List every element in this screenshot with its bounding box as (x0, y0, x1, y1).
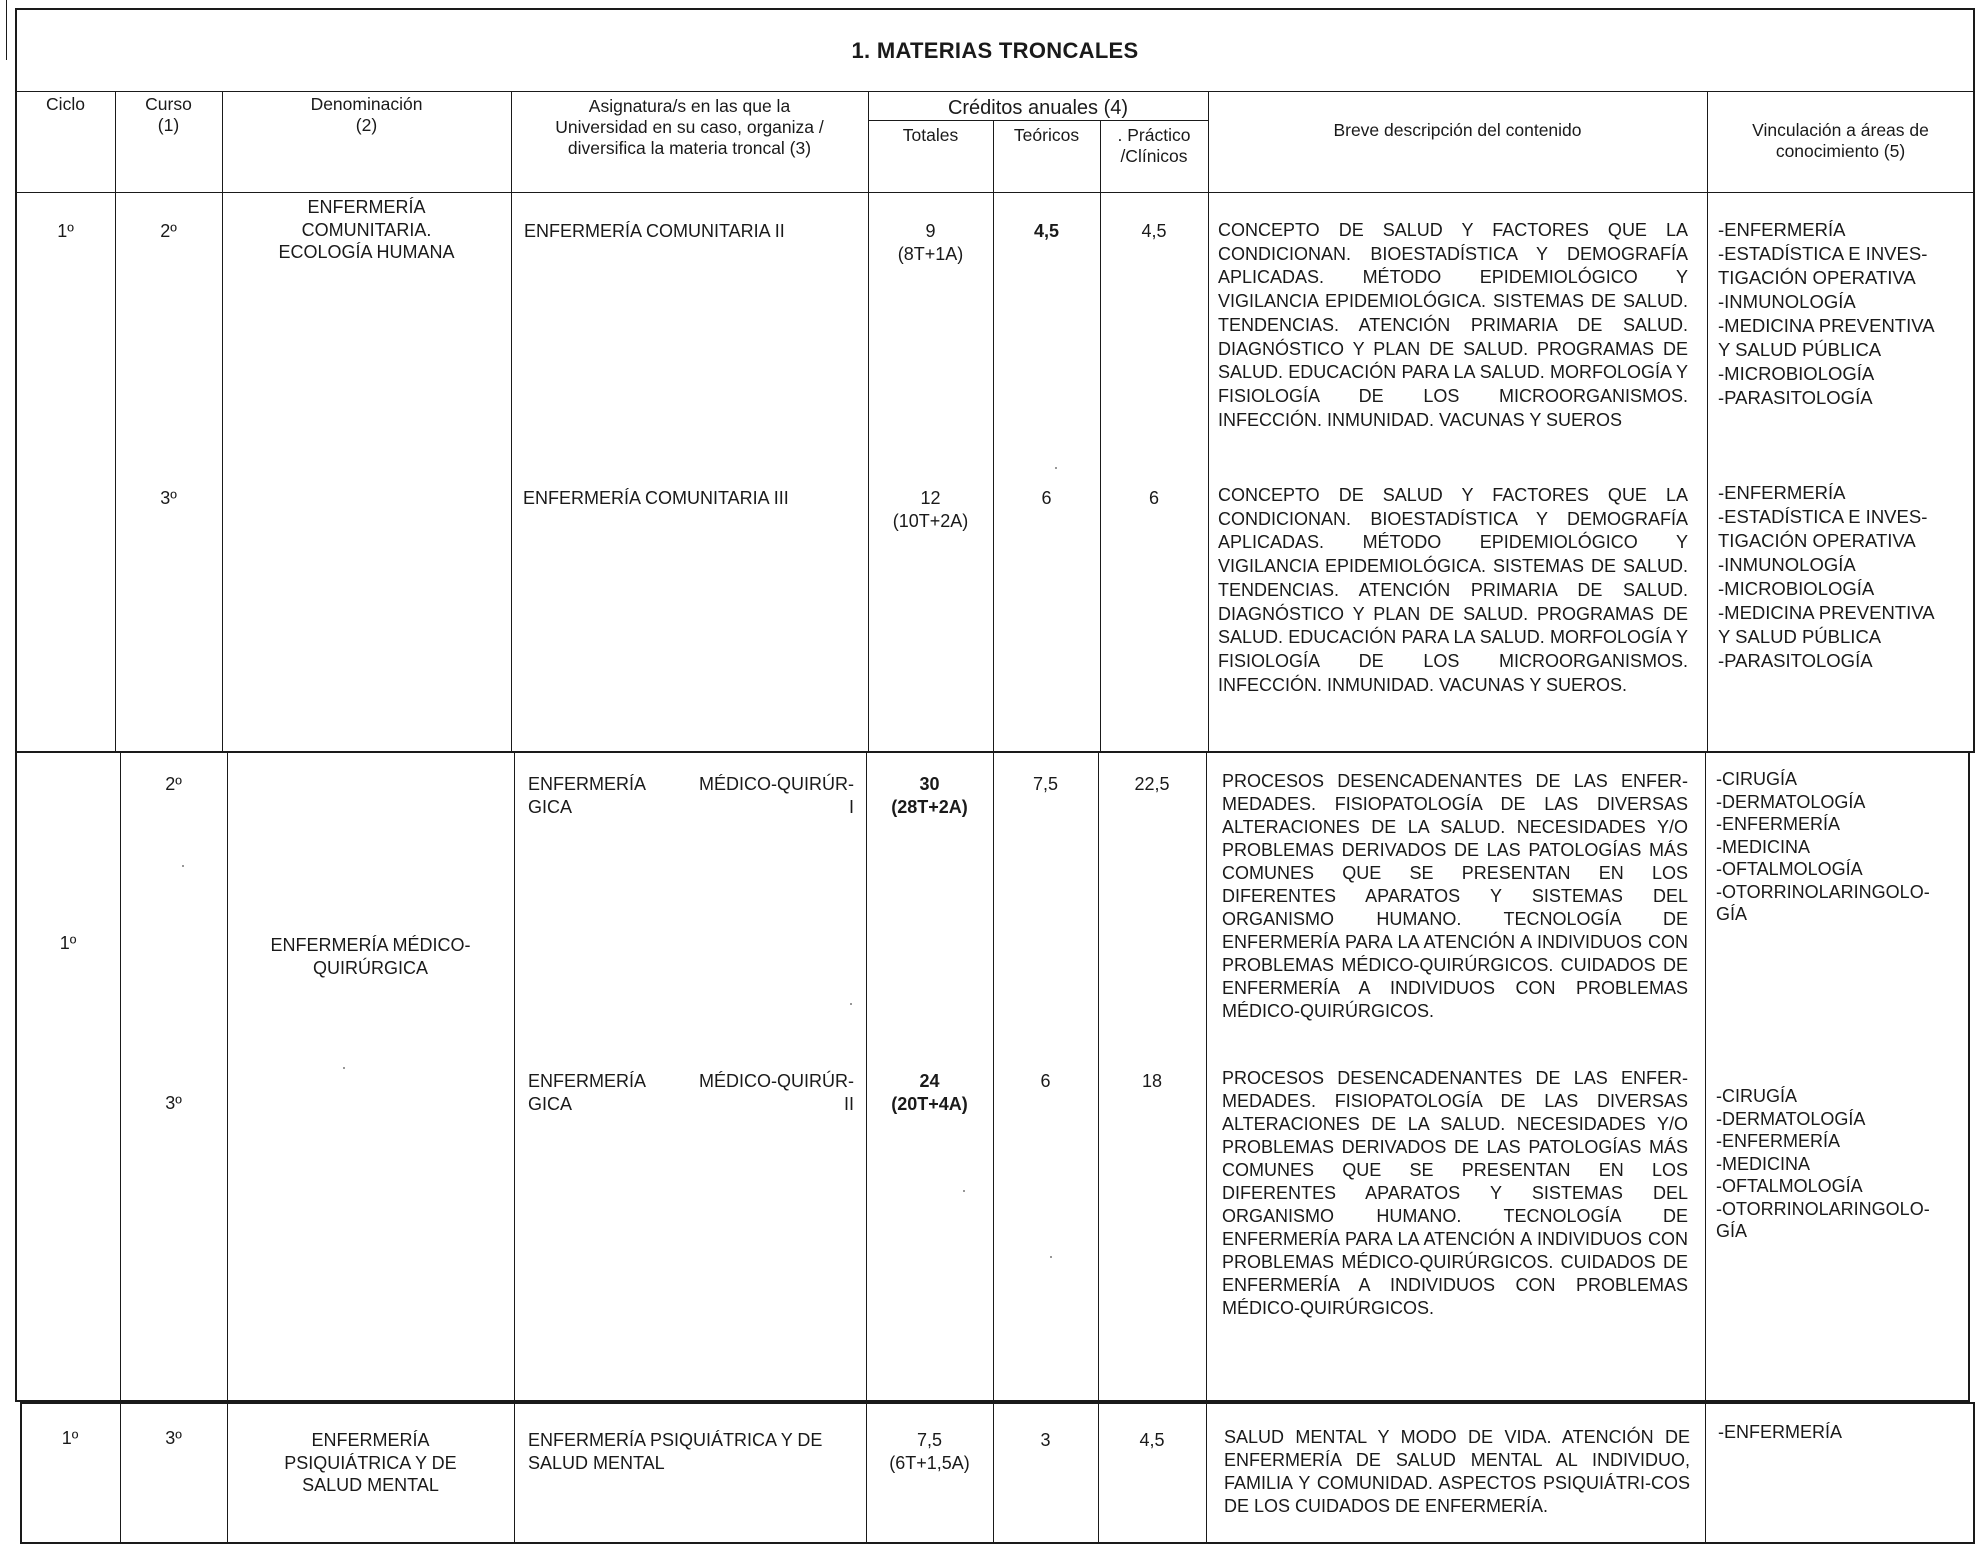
row-1-teoricos: 4,5 (1033, 221, 1060, 241)
row-5-descripcion: SALUD MENTAL Y MODO DE VIDA. ATENCIÓN DE ENFERMERÍA DE SALUD MENTAL AL INDIVIDUO, FAMILIA Y COMUNIDAD. ASPECTOS PSIQUIÁTRI-COS DE LOS CUIDADOS DE ENFERMERÍA. (1224, 1427, 1690, 1516)
header-teoricos: Teóricos (1013, 125, 1080, 145)
scan-speck (963, 1190, 965, 1192)
header-denominacion: Denominación (2) (310, 94, 423, 135)
col-rule-descripcion (1707, 91, 1708, 753)
row-2-practicos: 6 (1148, 488, 1159, 508)
col-rule-teoricos (1100, 120, 1101, 753)
section-2-denominacion: ENFERMERÍA MÉDICO- QUIRÚRGICA (270, 935, 471, 978)
creditos-subheader-divider (868, 120, 1208, 121)
row-1-totales: 9 (8T+1A) (897, 221, 964, 264)
row-2-teoricos: 6 (1041, 488, 1052, 508)
row-2-vinculacion: -ENFERMERÍA -ESTADÍSTICA E INVES- TIGACIÓN OPERATIVA -INMUNOLOGÍA -MICROBIOLOGÍA -MEDICINA PREVENTIVA Y SALUD PÚBLICA -PARASITOLOGÍA (1718, 482, 1935, 671)
row-3-asignatura: ENFERMERÍA MÉDICO-QUIRÚR- GICA I (528, 774, 854, 817)
row-3-vinculacion: -CIRUGÍA -DERMATOLOGÍA -ENFERMERÍA -MEDICINA -OFTALMOLOGÍA -OTORRINOLARINGOLO- GÍA (1716, 769, 1930, 924)
scan-speck (182, 865, 184, 867)
row-4-teoricos: 6 (1040, 1071, 1051, 1091)
row-5-asignatura: ENFERMERÍA PSIQUIÁTRICA Y DE SALUD MENTAL (528, 1430, 823, 1473)
col-rule-denominacion-s3 (514, 1402, 515, 1544)
header-practicos: . Práctico /Clínicos (1117, 125, 1191, 166)
row-4-practicos: 18 (1141, 1071, 1163, 1091)
col-rule-descripcion-s2 (1705, 753, 1706, 1402)
col-rule-totales (993, 120, 994, 753)
col-rule-practicos-s3 (1206, 1402, 1207, 1544)
header-descripcion: Breve descripción del contenido (1333, 120, 1582, 140)
row-5-curso: 3º (165, 1428, 182, 1448)
page-title: 1. MATERIAS TRONCALES (851, 38, 1139, 63)
title-divider (16, 91, 1974, 92)
col-rule-denominacion-s2 (514, 753, 515, 1402)
row-4-vinculacion: -CIRUGÍA -DERMATOLOGÍA -ENFERMERÍA -MEDICINA -OFTALMOLOGÍA -OTORRINOLARINGOLO- GÍA (1716, 1086, 1930, 1241)
col-rule-curso (222, 91, 223, 753)
row-2-asignatura: ENFERMERÍA COMUNITARIA III (523, 488, 789, 508)
scan-speck (1050, 1256, 1052, 1258)
row-5-teoricos: 3 (1040, 1430, 1051, 1450)
row-2-totales: 12 (10T+2A) (892, 488, 969, 531)
row-1-descripcion: CONCEPTO DE SALUD Y FACTORES QUE LA CONDICIONAN. BIOESTADÍSTICA Y DEMOGRAFÍA APLICADAS. MÉTODO EPIDEMIOLÓGICO Y VIGILANCIA EPIDEMIOLÓGICA. SISTEMAS DE SALUD. TENDENCIAS. ATENCIÓN PRIMARIA DE SALUD. DIAGNÓSTICO Y PLAN DE SALUD. PROGRAMAS DE SALUD. EDUCACIÓN PARA LA SALUD. MORFOLOGÍA Y FISIOLOGÍA DE LOS MICROORGANISMOS. INFECCIÓN. INMUNIDAD. VACUNAS Y SUEROS (1218, 220, 1688, 430)
row-5-totales: 7,5 (6T+1,5A) (889, 1430, 970, 1473)
row-3-descripcion: PROCESOS DESENCADENANTES DE LAS ENFER-MEDADES. FISIOPATOLOGÍA DE LAS DIVERSAS ALTERACIONES DE LA SALUD. NECESIDADES Y/O PROBLEMAS DERIVADOS DE LAS PATOLOGÍAS MÁS COMUNES QUE SE PRESENTAN EN LOS DIFERENTES APARATOS Y SISTEMAS DEL ORGANISMO HUMANO. TECNOLOGÍA DE ENFERMERÍA PARA LA ATENCIÓN A INDIVIDUOS CON PROBLEMAS MÉDICO-QUIRÚRGICOS. CUIDADOS DE ENFERMERÍA A INDIVIDUOS CON PROBLEMAS MÉDICO-QUIRÚRGICOS. (1222, 771, 1688, 1021)
row-4-asignatura: ENFERMERÍA MÉDICO-QUIRÚR- GICA II (528, 1071, 854, 1114)
row-4-totales: 24 (20T+4A) (891, 1071, 968, 1114)
header-totales: Totales (902, 125, 959, 145)
header-ciclo: Ciclo (46, 94, 85, 114)
left-margin-rule (6, 0, 7, 60)
col-rule-practicos (1208, 91, 1209, 753)
header-divider (16, 192, 1974, 193)
col-rule-asignatura (868, 91, 869, 753)
section-1-ciclo: 1º (57, 221, 74, 241)
col-rule-denominacion (511, 91, 512, 753)
scan-speck (850, 1003, 852, 1005)
row-3-practicos: 22,5 (1134, 774, 1170, 794)
header-asignatura: Asignatura/s en las que la Universidad en su caso, organiza / diversifica la materia troncal (3) (555, 96, 824, 158)
col-rule-teoricos-s3 (1098, 1402, 1099, 1544)
header-creditos: Créditos anuales (4) (947, 97, 1129, 119)
row-4-descripcion: PROCESOS DESENCADENANTES DE LAS ENFER-MEDADES. FISIOPATOLOGÍA DE LAS DIVERSAS ALTERACIONES DE LA SALUD. NECESIDADES Y/O PROBLEMAS DERIVADOS DE LAS PATOLOGÍAS MÁS COMUNES QUE SE PRESENTAN EN LOS DIFERENTES APARATOS Y SISTEMAS DEL ORGANISMO HUMANO. TECNOLOGÍA DE ENFERMERÍA PARA LA ATENCIÓN A INDIVIDUOS CON PROBLEMAS MÉDICO-QUIRÚRGICOS. CUIDADOS DE ENFERMERÍA A INDIVIDUOS CON PROBLEMAS MÉDICO-QUIRÚRGICOS. (1222, 1068, 1688, 1318)
row-1-practicos: 4,5 (1141, 221, 1167, 241)
section-3-denominacion: ENFERMERÍA PSIQUIÁTRICA Y DE SALUD MENTAL (284, 1430, 457, 1495)
row-1-vinculacion: -ENFERMERÍA -ESTADÍSTICA E INVES- TIGACIÓN OPERATIVA -INMUNOLOGÍA -MEDICINA PREVENTIVA Y SALUD PÚBLICA -MICROBIOLOGÍA -PARASITOLOGÍA (1718, 219, 1935, 408)
row-5-vinculacion: -ENFERMERÍA (1718, 1422, 1843, 1442)
row-2-descripcion: CONCEPTO DE SALUD Y FACTORES QUE LA CONDICIONAN. BIOESTADÍSTICA Y DEMOGRAFÍA APLICADAS. MÉTODO EPIDEMIOLÓGICO Y VIGILANCIA EPIDEMIOLÓGICA. SISTEMAS DE SALUD. TENDENCIAS. ATENCIÓN PRIMARIA DE SALUD. DIAGNÓSTICO Y PLAN DE SALUD. PROGRAMAS DE SALUD. EDUCACIÓN PARA LA SALUD. MORFOLOGÍA Y FISIOLOGÍA DE LOS MICROORGANISMOS. INFECCIÓN. INMUNIDAD. VACUNAS Y SUEROS. (1218, 485, 1688, 695)
header-curso: Curso (1) (145, 94, 192, 135)
col-rule-ciclo-s2 (120, 753, 121, 1402)
row-1-asignatura: ENFERMERÍA COMUNITARIA II (524, 221, 785, 241)
row-4-curso: 3º (165, 1093, 182, 1113)
col-rule-descripcion-s3 (1705, 1402, 1706, 1544)
section-3-ciclo: 1º (61, 1428, 79, 1448)
col-rule-practicos-s2 (1206, 753, 1207, 1402)
section-2-ciclo: 1º (59, 933, 77, 953)
col-rule-curso-s2 (227, 753, 228, 1402)
row-3-curso: 2º (165, 774, 182, 794)
row-3-teoricos: 7,5 (1032, 774, 1059, 794)
scan-speck (1055, 467, 1057, 469)
col-rule-ciclo (115, 91, 116, 753)
col-rule-totales-s3 (993, 1402, 994, 1544)
row-2-curso: 3º (160, 488, 177, 508)
scan-speck (343, 1067, 345, 1069)
col-rule-ciclo-s3 (120, 1402, 121, 1544)
row-1-curso: 2º (160, 221, 177, 241)
row-5-practicos: 4,5 (1139, 1430, 1165, 1450)
header-vinculacion: Vinculación a áreas de conocimiento (5) (1752, 120, 1929, 161)
section-1-denominacion: ENFERMERÍA COMUNITARIA. ECOLOGÍA HUMANA (278, 197, 455, 262)
row-3-totales: 30 (28T+2A) (891, 774, 968, 817)
